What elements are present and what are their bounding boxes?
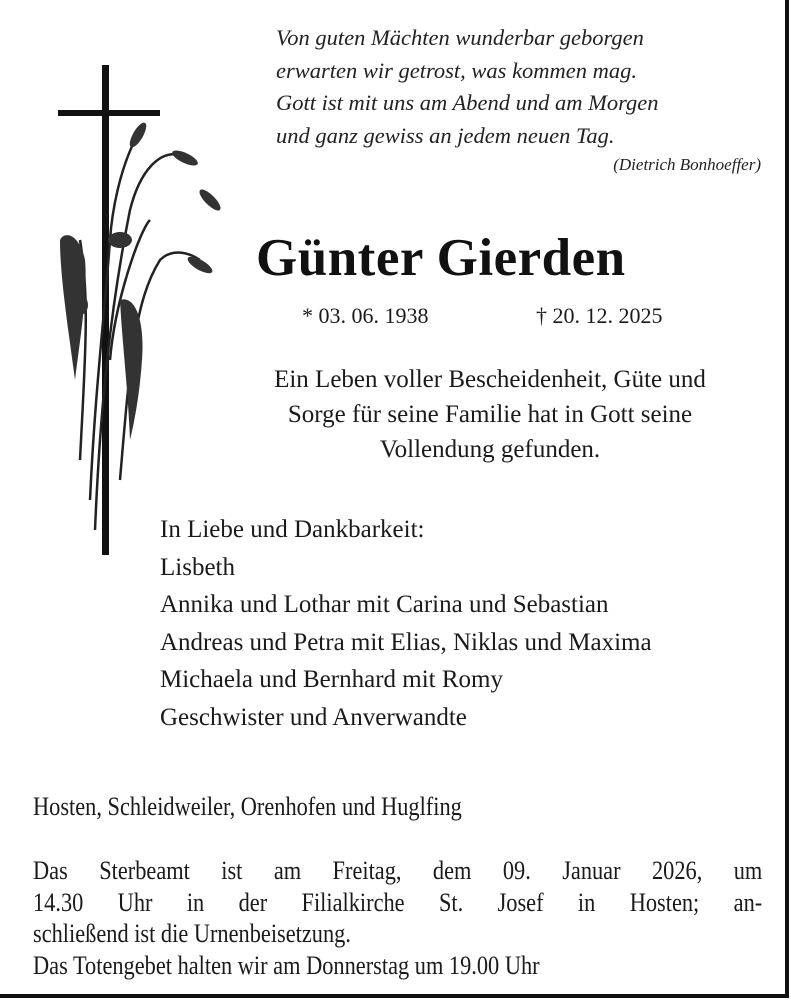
family-member: Michaela und Bernhard mit Romy [160,666,503,693]
service-word: Hosten; [629,887,700,917]
cross-with-wheat-icon [50,60,250,560]
quote-line: und ganz gewiss an jedem neuen Tag. [276,122,615,148]
tribute-line: Vollendung gefunden. [379,436,601,463]
service-word: Filialkirche [301,887,405,917]
service-info [33,855,762,981]
service-word: Freitag, [332,856,402,885]
family-member: Lisbeth [160,553,235,581]
service-word: 09. [502,856,531,885]
deceased-name: Günter Gierden [256,229,626,287]
tribute-line: Ein Leben voller Bescheidenheit, Güte und [274,366,706,393]
service-word: in [186,887,205,917]
service-word: Uhr [117,887,153,917]
service-word: Sterbeamt [99,856,190,885]
service-word: am [273,856,302,885]
service-word: 14.30 [33,887,84,917]
death-date: † 20. 12. 2025 [536,303,663,328]
service-word: ist [221,856,243,885]
tribute-line: Sorge für seine Familie hat in Gott seine [287,401,693,428]
family-member: Andreas und Petra mit Elias, Niklas und Maxima [160,628,652,656]
service-line-4: Das Totengebet halten wir am Donnerstag um 19.00 Uhr [33,950,540,980]
family-member: Annika und Lothar mit Carina und Sebastian [160,591,609,618]
service-word: der [238,887,268,917]
service-word: Josef [497,887,544,917]
family-member: Geschwister und Anverwandte [160,703,467,731]
birth-date: * 03. 06. 1938 [302,303,429,328]
service-word: um [733,856,763,885]
bonhoeffer-quote [276,22,659,152]
service-line-2 [33,887,762,919]
quote-author: (Dietrich Bonhoeffer) [613,155,761,174]
quote-line: Von guten Mächten wunderbar geborgen [276,25,644,50]
service-line-3: schließend ist die Urnenbeisetzung. [33,919,351,948]
service-word: an- [733,887,763,917]
tribute-text [190,362,790,467]
family-heading: In Liebe und Dankbarkeit: [160,516,425,543]
service-word: in [577,887,596,917]
service-word: Das [33,856,68,885]
service-word: St. [438,887,464,917]
places: Hosten, Schleidweiler, Orenhofen und Huglfing [33,792,462,821]
family-list [160,511,652,736]
service-line-1 [33,855,762,887]
service-word: dem [432,856,472,885]
quote-line: Gott ist mit uns am Abend und am Morgen [276,90,659,115]
quote-line: erwarten wir getrost, was kommen mag. [276,57,638,83]
service-word: 2026, [651,856,703,885]
service-word: Januar [562,856,621,885]
